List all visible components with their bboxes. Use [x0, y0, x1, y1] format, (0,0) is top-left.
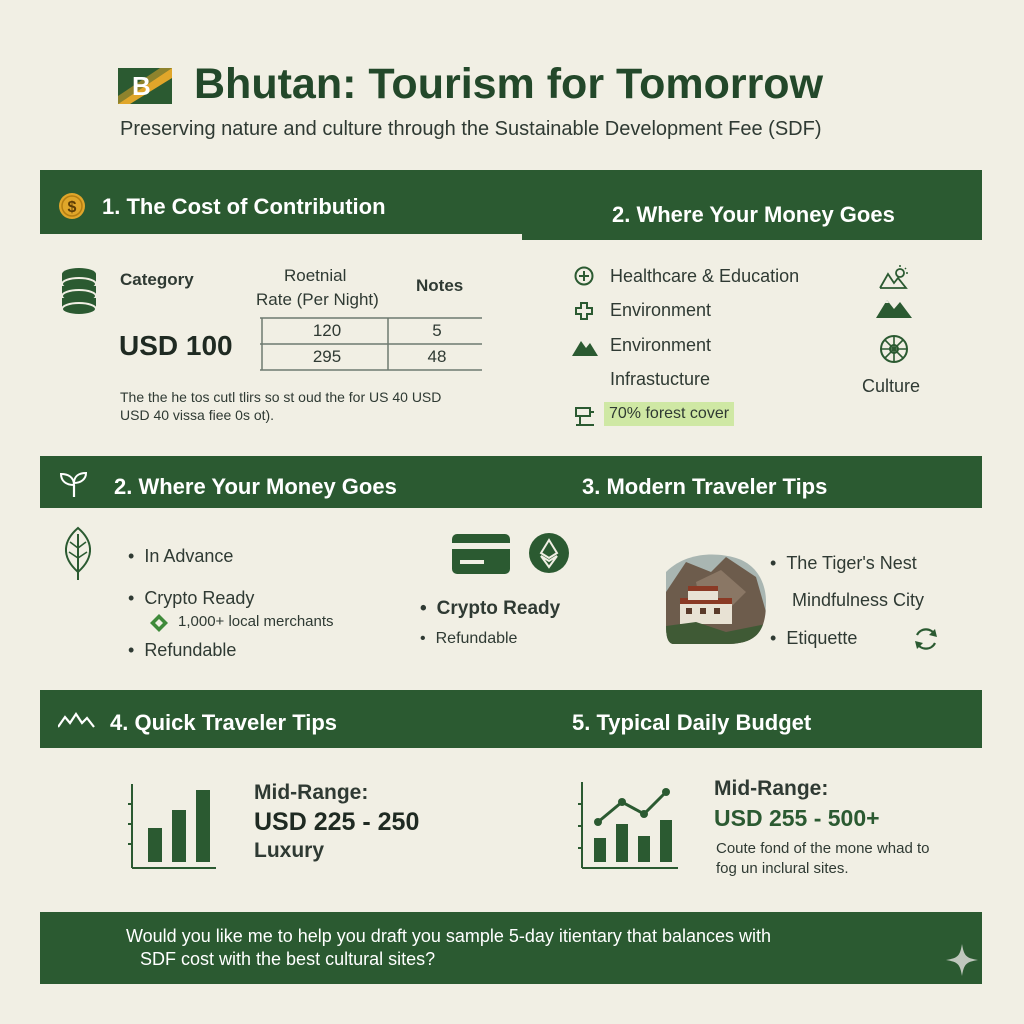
- crypto-ready-mid: • Crypto Ready: [420, 598, 560, 620]
- page-subtitle: Preserving nature and culture through the Sustainable Development Fee (SDF): [120, 118, 822, 140]
- footer-banner[interactable]: [40, 912, 982, 984]
- section2b-title: 2. Where Your Money Goes: [114, 474, 397, 499]
- forest-cover-highlight: 70% forest cover: [604, 402, 734, 426]
- sprout-icon: [58, 471, 90, 497]
- table-cell-rate-1: 120: [312, 321, 342, 340]
- table-header-rate-line2: Rate (Per Night): [256, 290, 379, 309]
- money-item-1: Healthcare & Education: [610, 266, 800, 286]
- footer-line2: SDF cost with the best cultural sites?: [140, 949, 436, 969]
- sun-mountain-icon: [878, 264, 910, 290]
- section1-note-line1: The the he tos cutl tlirs so st oud the for US 40 USD: [120, 389, 442, 405]
- cross-icon: [574, 301, 594, 321]
- leaf-icon: [56, 526, 100, 582]
- merchants-text: 1,000+ local merchants: [178, 613, 334, 630]
- coin-icon: [58, 192, 86, 220]
- section2a-title: 2. Where Your Money Goes: [612, 202, 895, 227]
- table-cell-notes-2: 48: [427, 347, 447, 366]
- section4-line2: USD 225 - 250: [254, 808, 420, 836]
- signpost-icon: [574, 405, 596, 427]
- plus-circle-icon: [574, 266, 594, 286]
- section5-note-line2: fog un inclural sites.: [716, 860, 849, 877]
- section5-title: 5. Typical Daily Budget: [572, 710, 812, 735]
- footer-line1: Would you like me to help you draft you sample 5-day itientary that balances with: [126, 926, 772, 946]
- table-big-value: USD 100: [119, 330, 233, 361]
- mountain-range-icon: [58, 711, 96, 729]
- credit-card-icon: [452, 534, 510, 574]
- table-header-category: Category: [120, 270, 194, 289]
- section1-note-line2: USD 40 vissa fiee 0s ot).: [120, 407, 275, 423]
- tips-bullet-1: • The Tiger's Nest: [770, 553, 917, 574]
- trend-chart-icon: [578, 780, 682, 872]
- ethereum-icon: [528, 532, 570, 574]
- logo-flag: [118, 68, 172, 104]
- section3-title: 3. Modern Traveler Tips: [582, 474, 828, 499]
- section5-line2: USD 255 - 500+: [714, 805, 880, 831]
- page-title: Bhutan: Tourism for Tomorrow: [194, 60, 824, 108]
- dharma-wheel-icon: [878, 332, 910, 366]
- logo-letter: B: [132, 71, 151, 101]
- money-item-4: Infrastucture: [610, 369, 711, 389]
- tigers-nest-image: [666, 552, 766, 644]
- table-cell-rate-2: 295: [312, 347, 342, 366]
- merchant-icon: [150, 614, 168, 632]
- advance-bullet: • In Advance: [128, 546, 233, 567]
- svg-text:$: $: [67, 199, 77, 216]
- bar-chart-icon: [128, 782, 218, 872]
- sparkle-icon: [944, 942, 980, 978]
- table-header-rate-line1: Roetnial: [284, 266, 347, 285]
- section5-note-line1: Coute fond of the mone whad to: [716, 840, 930, 857]
- crypto-bullet: • Crypto Ready: [128, 588, 254, 609]
- money-item-3: Environment: [610, 335, 712, 355]
- coins-stack-icon: [60, 266, 98, 320]
- culture-label: Culture: [862, 376, 921, 396]
- tips-bullet-3: • Etiquette: [770, 628, 857, 649]
- section4-line3: Luxury: [254, 839, 325, 862]
- table-header-notes: Notes: [416, 276, 464, 295]
- refundable-mid: • Refundable: [420, 630, 517, 648]
- section4-line1: Mid-Range:: [254, 781, 369, 804]
- tips-line-2: Mindfulness City: [792, 590, 925, 610]
- section5-line1: Mid-Range:: [714, 777, 829, 800]
- section1-title: 1. The Cost of Contribution: [102, 194, 386, 219]
- mountains-icon: [876, 296, 912, 318]
- table-cell-notes-1: 5: [432, 321, 442, 340]
- section4-title: 4. Quick Traveler Tips: [110, 710, 338, 735]
- money-item-2: Environment: [610, 300, 712, 320]
- mountain-icon: [572, 338, 598, 356]
- refundable-bullet: • Refundable: [128, 640, 236, 661]
- refresh-icon[interactable]: [911, 624, 941, 654]
